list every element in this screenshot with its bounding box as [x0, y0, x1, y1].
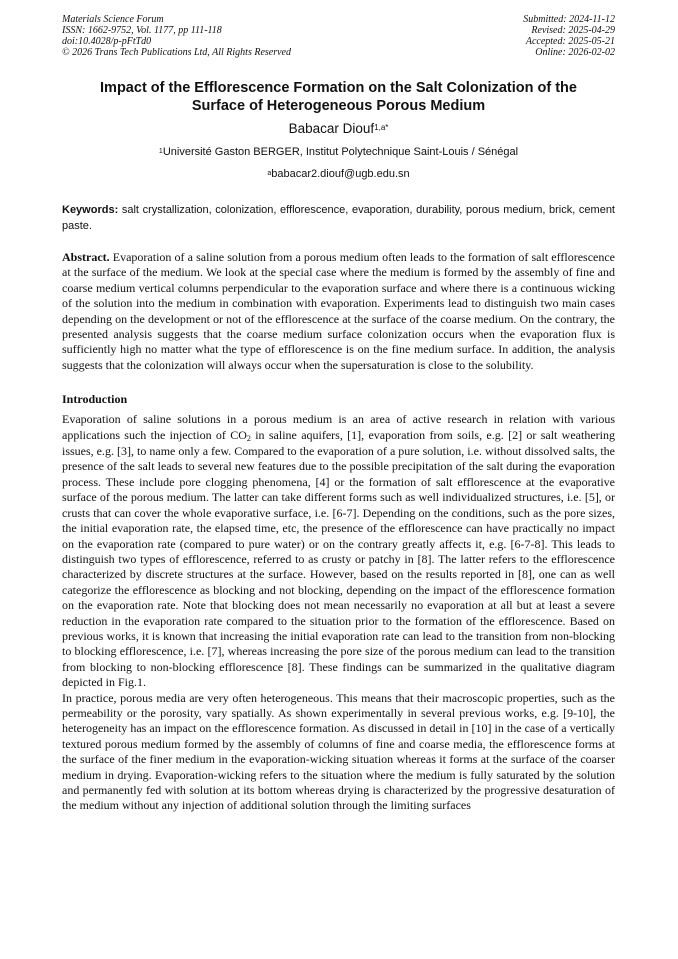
introduction-paragraph-1	[62, 412, 615, 690]
email-superscript: a	[267, 170, 272, 177]
abstract-text: Evaporation of a saline solution from a porous medium often leads to the formation of salt efflorescence at the surface of the medium. We look at the special case where the medium is formed by the assembly of fine and coarse medium vertical columns perpendicular to the evaporation surface and where there is a continuous wicking of the solution into the medium in combination with evaporation. Experiments lead to distinguish two main cases depending on the development or not of the efflorescence at the surface of the coarse medium. On the contrary, the presented analysis suggests that the coarse medium surface colonization occurs when the evaporation flux is sufficiently high no matter what the type of efflorescence is on the fine medium surface. In addition, the analysis suggests that the colonization will always occur when the supersaturation is close to the solubility.	[62, 250, 615, 372]
keywords-label: Keywords:	[62, 204, 119, 216]
journal-info	[62, 14, 291, 58]
issn-line: ISSN: 1662-9752, Vol. 1177, pp 111-118	[62, 25, 222, 36]
author-email	[62, 167, 615, 181]
title-line-1: Impact of the Efflorescence Formation on the Salt Colonization of the	[100, 80, 577, 96]
abstract-label: Abstract.	[62, 250, 110, 264]
introduction-paragraph-2: In practice, porous media are very often heterogeneous. This means that their macroscopic properties, such as the permeability or the porosity, vary spatially. As shown experimentally in several previous works, e.g. [9-10], the heterogeneity has an impact on the efflorescence formation. As discussed in detail in [10] in the case of a vertically textured porous medium formed by the assembly of columns of fine and coarse media, the efflorescence forms at the surface of the finer medium in the evaporation-wicking situation whereas it forms at the surface of the coarser medium in drying. Evaporation-wicking refers to the situation where the medium is fully saturated by the solution and permanently fed with solution at its bottom whereas drying is characterized by the progressive desaturation of the medium without any injection of additional solution through the limiting surfaces	[62, 690, 615, 813]
affiliation	[62, 145, 615, 159]
co2-subscript: 2	[246, 433, 251, 443]
online-date: Online: 2026-02-02	[535, 47, 615, 58]
paper-title	[62, 79, 615, 115]
title-line-2: Surface of Heterogeneous Porous Medium	[191, 98, 486, 114]
paper-page	[62, 14, 615, 814]
revised-date: Revised: 2025-04-29	[531, 25, 615, 36]
accepted-date: Accepted: 2025-05-21	[525, 36, 615, 47]
author-line	[62, 120, 615, 137]
author-name: Babacar Diouf	[288, 121, 375, 136]
submitted-date: Submitted: 2024-11-12	[523, 14, 615, 25]
abstract-block	[62, 250, 615, 373]
keywords-block	[62, 202, 615, 234]
intro-p1-part-b: in saline aquifers, [1], evaporation from soils, e.g. [2] or salt weathering issues, e.g. [3], to name only a few. Compared to the evaporation of a pure solution, i.e. without dissolved salts, the presence of the salt leads to several new features due to the possible precipitation of the salt during the evaporation process. These include pore clogging phenomena, [4] or the formation of salt efflorescence at the evaporative surface of the porous medium. The latter can take different forms such as well individualized structures, i.e. [5], or crusts that can cover the whole evaporative surface, i.e. [6-7]. Depending on the conditions, such as the pore sizes, the initial evaporation rate, the elapsed time, etc, the presence of the efflorescence can have practically no impact on the evaporation rate (compared to pure water) or on the contrary greatly affects it, e.g. [6-7-8]. This leads to distinguish two types of efflorescence, referred to as crusty or patchy in [8]. The latter refers to the efflorescence characterized by discrete structures at the surface. However, based on the results reported in [8], one can as well categorize the efflorescence as blocking and not blocking, depending on the impact of the efflorescence formation on the evaporation rate. Note that blocking does not mean necessarily no evaporation at all but at least a severe reduction in the evaporation rate compared to the situation prior to the formation of the efflorescence. Based on previous works, it is known that increasing the initial evaporation rate can lead to the transition from non-blocking to blocking efflorescence, i.e. [7], whereas increasing the pore size of the porous medium can lead to the transition from blocking to non-blocking efflorescence [8]. These findings can be summarized in the qualitative diagram depicted in Fig.1.	[62, 427, 615, 690]
copyright-line: © 2026 Trans Tech Publications Ltd, All Rights Reserved	[62, 47, 291, 58]
intro-p1-part-a: Evaporation of saline solutions in a porous medium is an area of active research in relation with various applications such the injection of CO	[62, 412, 615, 442]
section-heading-introduction: Introduction	[62, 392, 128, 407]
dates-info	[523, 14, 615, 58]
email-text[interactable]: babacar2.diouf@ugb.edu.sn	[271, 168, 410, 180]
author-superscript: 1,a*	[374, 123, 389, 132]
running-header	[62, 14, 615, 58]
journal-name: Materials Science Forum	[62, 14, 164, 25]
affiliation-superscript: 1	[158, 148, 163, 155]
keywords-text: salt crystallization, colonization, efflorescence, evaporation, durability, porous medium, brick, cement paste.	[62, 204, 615, 232]
affiliation-text: Université Gaston BERGER, Institut Polytechnique Saint-Louis / Sénégal	[162, 146, 519, 158]
doi-line: doi:10.4028/p-pFtTd0	[62, 36, 152, 47]
